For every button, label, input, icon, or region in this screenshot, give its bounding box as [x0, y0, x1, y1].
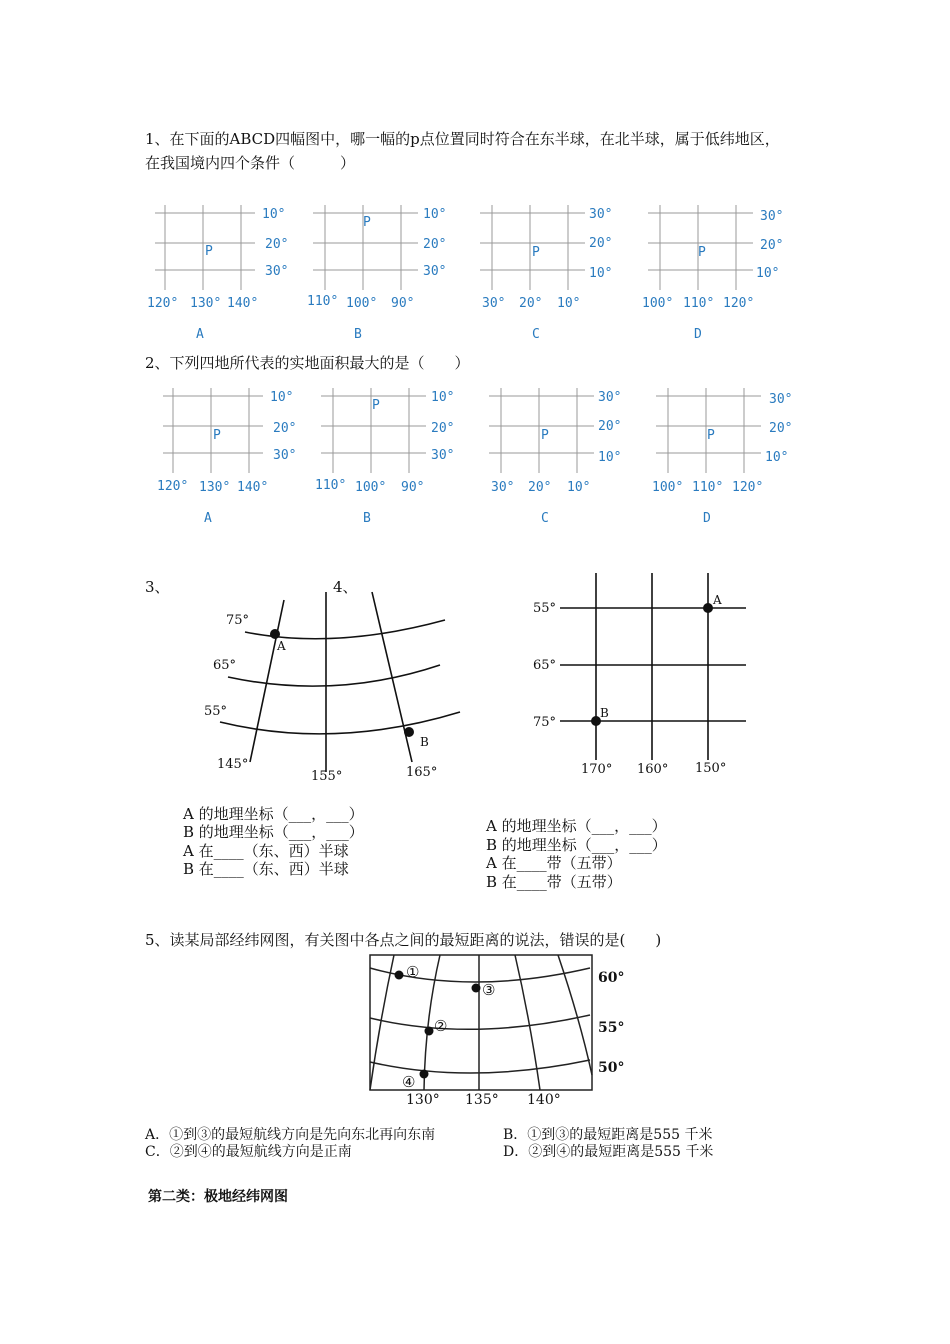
q1c-letter: C	[532, 327, 540, 342]
q1a-lat-2: 20°	[265, 237, 289, 252]
q1b-lat-3: 30°	[423, 264, 447, 279]
q3-lon-155: 155°	[311, 769, 343, 784]
q4-lat-75: 75°	[533, 715, 557, 730]
q2b-letter: B	[363, 511, 371, 526]
q1b-letter: B	[354, 327, 362, 342]
q1d-lat-3: 10°	[756, 266, 780, 281]
q2a-lat-2: 20°	[273, 421, 297, 436]
q5-label-2: ②	[434, 1017, 448, 1035]
q4-answer-4: B 在____带（五带）	[486, 873, 622, 891]
q2-text-line1: 2、下列四地所代表的实地面积最大的是（ ）	[145, 354, 470, 372]
q5-lat-55: 55°	[598, 1020, 625, 1036]
q1a-lon-1: 120°	[147, 296, 179, 311]
q5-lat-60: 60°	[598, 970, 625, 986]
q3-answer-4: B 在____（东、西）半球	[183, 860, 349, 878]
q1b-lon-2: 100°	[346, 296, 378, 311]
q1a-letter: A	[196, 327, 204, 342]
q1a-lat-3: 30°	[265, 264, 289, 279]
q5-point-2	[425, 1027, 434, 1036]
q2b-point-p: P	[372, 398, 380, 413]
q4-point-a	[703, 603, 713, 613]
q2c-letter: C	[541, 511, 549, 526]
q3-answer-3: A 在____（东、西）半球	[183, 842, 349, 860]
q4-lat-65: 65°	[533, 658, 557, 673]
q2c-lat-2: 20°	[598, 419, 622, 434]
q1a-lon-3: 140°	[227, 296, 259, 311]
q2a-lat-1: 10°	[270, 390, 294, 405]
q4-lat-55: 55°	[533, 601, 557, 616]
q2b-lat-1: 10°	[431, 390, 455, 405]
q2a-lon-2: 130°	[199, 480, 231, 495]
q1-text-line2: 在我国境内四个条件（ ）	[145, 154, 356, 172]
q5-lon-135: 135°	[465, 1092, 499, 1108]
q1d-lon-1: 100°	[642, 296, 674, 311]
q2b-lat-2: 20°	[431, 421, 455, 436]
q1d-point-p: P	[698, 245, 706, 260]
q2d-lon-1: 100°	[652, 480, 684, 495]
q4-answer-3: A 在____带（五带）	[486, 854, 622, 872]
q2a-lon-3: 140°	[237, 480, 269, 495]
q1b-lon-1: 110°	[307, 294, 339, 309]
q5-lon-130: 130°	[406, 1092, 440, 1108]
q1a-lon-2: 130°	[190, 296, 222, 311]
q3-number: 3、	[145, 578, 170, 596]
q3-lon-145: 145°	[217, 757, 249, 772]
q1c-point-p: P	[532, 245, 540, 260]
q2d-lon-2: 110°	[692, 480, 724, 495]
q2b-lon-3: 90°	[401, 480, 425, 495]
q5-option-a: A．①到③的最短航线方向是先向东北再向东南	[145, 1127, 436, 1143]
q5-lat-50: 50°	[598, 1060, 625, 1076]
q1-text-line1: 1、在下面的ABCD四幅图中，哪一幅的p点位置同时符合在东半球，在北半球，属于低纬地区，	[145, 130, 780, 148]
q2c-lon-3: 10°	[567, 480, 591, 495]
q2-grid-b	[315, 388, 454, 526]
q5-label-1: ①	[406, 963, 420, 981]
q1a-lat-1: 10°	[262, 207, 286, 222]
q1c-lat-1: 30°	[589, 207, 613, 222]
q4-answer-2: B 的地理坐标（___，___）	[486, 836, 667, 854]
q3-label-a: A	[277, 639, 286, 653]
section-2-heading: 第二类：极地经纬网图	[148, 1189, 288, 1205]
q4-answer-1: A 的地理坐标（___，___）	[486, 817, 667, 835]
q2d-lat-1: 30°	[769, 392, 793, 407]
q2d-letter: D	[703, 511, 711, 526]
q2d-lat-3: 10°	[765, 450, 789, 465]
q2c-lon-1: 30°	[491, 480, 515, 495]
q1c-lon-3: 10°	[557, 296, 581, 311]
q2b-lat-3: 30°	[431, 448, 455, 463]
q5-point-4	[420, 1070, 429, 1079]
q3-label-b: B	[420, 735, 429, 749]
q5-label-3: ③	[482, 981, 496, 999]
q2a-letter: A	[204, 511, 212, 526]
q3-lat-75: 75°	[226, 613, 250, 628]
q2-grid-d	[652, 388, 792, 526]
q2c-point-p: P	[541, 428, 549, 443]
q4-label-a: A	[713, 593, 722, 607]
q3-lon-165: 165°	[406, 765, 438, 780]
q2d-point-p: P	[707, 428, 715, 443]
q5-lon-140: 140°	[527, 1092, 561, 1108]
q1c-lon-2: 20°	[519, 296, 543, 311]
q1d-letter: D	[694, 327, 702, 342]
q2a-lon-1: 120°	[157, 479, 189, 494]
q5-text-line1: 5、读某局部经纬网图，有关图中各点之间的最短距离的说法，错误的是( )	[145, 931, 662, 949]
q4-lon-150: 150°	[695, 761, 727, 776]
q2-grid-c	[489, 388, 621, 526]
q5-point-3	[472, 984, 481, 993]
q1b-point-p: P	[363, 215, 371, 230]
q1d-lat-1: 30°	[760, 209, 784, 224]
q3-lat-55: 55°	[204, 704, 228, 719]
q2d-lat-2: 20°	[769, 421, 793, 436]
q2c-lon-2: 20°	[528, 480, 552, 495]
q1d-lat-2: 20°	[760, 238, 784, 253]
q1b-lat-1: 10°	[423, 207, 447, 222]
q1c-lat-2: 20°	[589, 236, 613, 251]
q5-point-1	[395, 971, 404, 980]
q5-label-4: ④	[402, 1073, 416, 1091]
q2b-lon-2: 100°	[355, 480, 387, 495]
q1-grid-c	[480, 205, 612, 342]
q5-option-b: B．①到③的最短距离是555 千米	[503, 1127, 713, 1143]
q2b-lon-1: 110°	[315, 478, 347, 493]
q2d-lon-3: 120°	[732, 480, 764, 495]
q3-point-b	[404, 727, 414, 737]
q4-lon-170: 170°	[581, 762, 613, 777]
q2c-lat-1: 30°	[598, 390, 622, 405]
q2c-lat-3: 10°	[598, 450, 622, 465]
q1c-lat-3: 10°	[589, 266, 613, 281]
q1a-point-p: P	[205, 244, 213, 259]
q1b-lat-2: 20°	[423, 237, 447, 252]
q1c-lon-1: 30°	[482, 296, 506, 311]
q4-label-b: B	[600, 706, 609, 720]
q5-option-d: D．②到④的最短距离是555 千米	[503, 1144, 714, 1160]
q5-option-c: C．②到④的最短航线方向是正南	[145, 1144, 352, 1160]
q3-answer-2: B 的地理坐标（___，___）	[183, 823, 364, 841]
q3-answer-1: A 的地理坐标（___，___）	[183, 805, 364, 823]
q2a-lat-3: 30°	[273, 448, 297, 463]
q3-lat-65: 65°	[213, 658, 237, 673]
q4-lon-160: 160°	[637, 762, 669, 777]
q1-grid-d	[642, 205, 783, 342]
q1d-lon-3: 120°	[723, 296, 755, 311]
q2-grid-a	[157, 388, 296, 526]
q1-grid-a	[147, 205, 288, 342]
q3-point-a	[270, 629, 280, 639]
q4-number: 4、	[333, 578, 358, 596]
q1b-lon-3: 90°	[391, 296, 415, 311]
q1-grid-b	[307, 205, 446, 342]
q2a-point-p: P	[213, 428, 221, 443]
q1d-lon-2: 110°	[683, 296, 715, 311]
